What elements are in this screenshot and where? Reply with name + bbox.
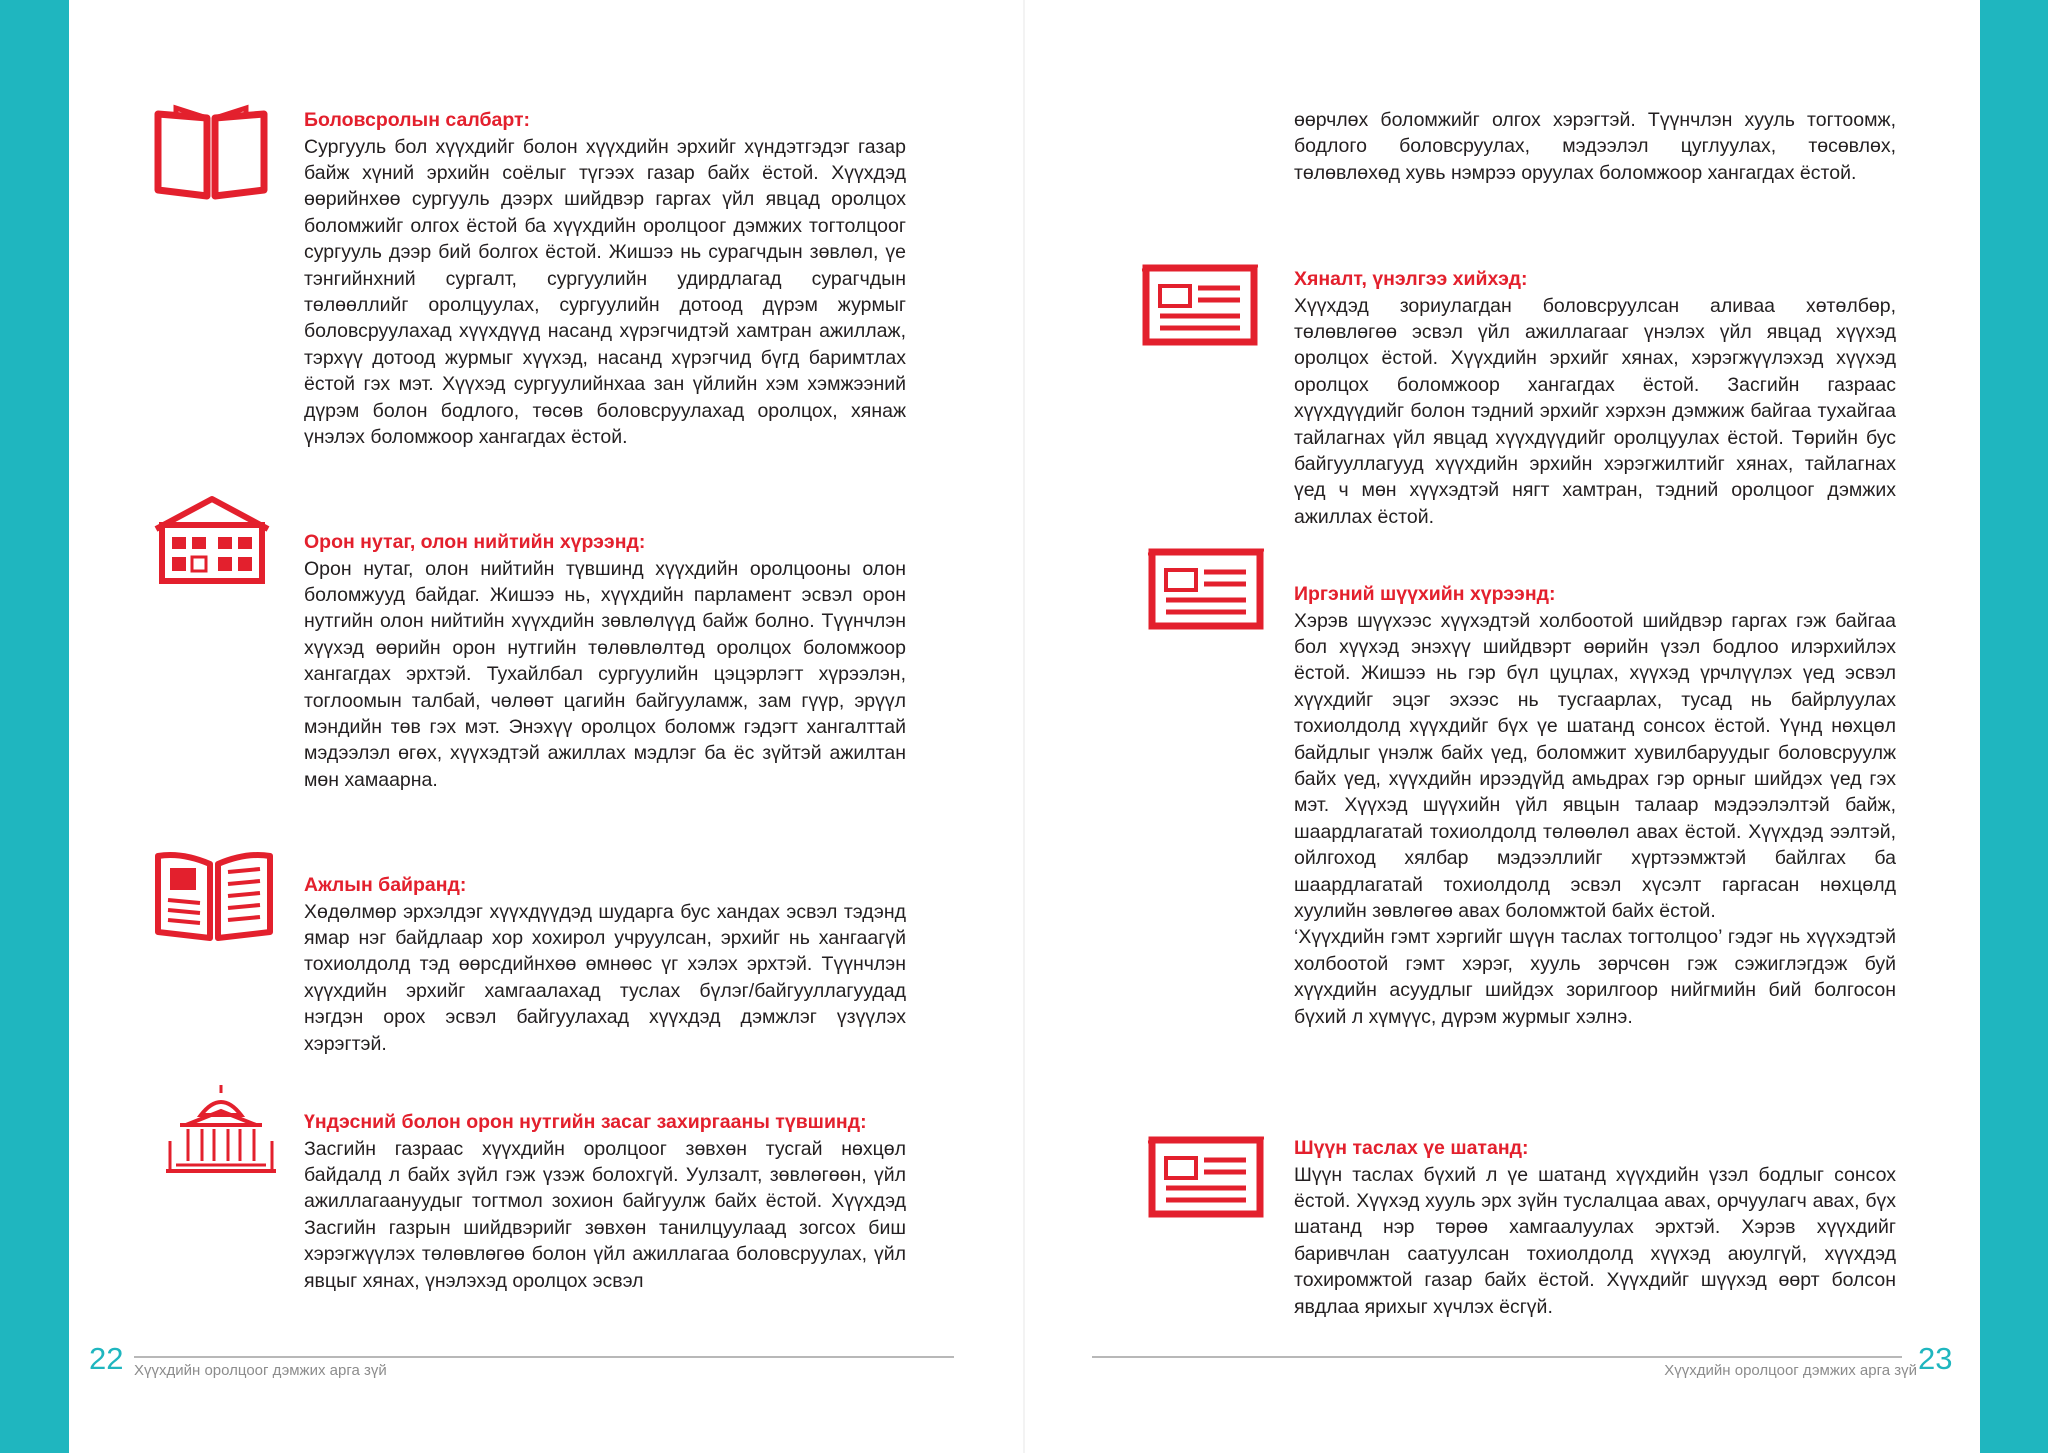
section-body: Сургууль бол хүүхдийг болон хүүхдийн эрхийг хүндэтгэдэг газар байж хүний эрхийн соёлыг түгээх газар байх ёстой. Хүүхдэд өөрийнхөө сургууль дээрх шийдвэр гаргах үйл явцад оролцох боломжийг олгох ёстой ба хүүхдийн оролцоог дэмжих тогтолцоог сургууль дээр бий болгох ёстой. Жишээ нь сурагчдын зөвлөл, үе тэнгийнхний сургалт, сургуулийн удирдлагад сурагчдын төлөөллийг оролцуулах, сургуулийн дотоод дүрэм журмыг боловсруулахад хүүхдүүд насанд хүрэгчидтэй хамтран ажиллаж, тэрхүү дотоод журмыг хүүхэд, насанд хүрэгчид бүгд баримтлах ёстой гэх мэт. Хүүхэд сургуулийнхаа зан үйлийн хэм хэмжээний дүрэм болон бодлого, төсөв боловсруулахад оролцох, хянаж үнэлэх боломжоор хангагдах ёстой. [304, 135, 906, 448]
section-community [304, 529, 906, 793]
section-education [304, 107, 906, 450]
section-body: Шүүн таслах бүхий л үе шатанд хүүхдийн үзэл бодлыг сонсох ёстой. Хүүхэд хууль эрх зүйн туслалцаа авах, орчуулагч авах, бүх шатанд нэр төрөө хамгаалуулах эрхтэй. Хэрэв хүүхдийг баривчлан саатуулсан тохиолдолд хүүхэд аюулгүй, хүүхдэд тохиромжтой газар байх ёстой. Хүүхдийг шүүхэд өөрт болсон явдлаа ярихыг хүчлэх ёсгүй. [1294, 1163, 1896, 1318]
section-juvenile-justice [1294, 1135, 1896, 1320]
newspaper-icon [1146, 546, 1266, 632]
footer-title-right: Хүүхдийн оролцоог дэмжих арга зүй [1664, 1362, 1917, 1379]
section-body: Хүүхдэд зориулагдан боловсруулсан аливаа хөтөлбөр, төлөвлөгөө эсвэл үйл ажиллагааг үнэлэх үйл явцад хүүхэд оролцох ёстой. Хүүхдийн эрхийг хянах, хэрэгжүүлэхэд хүүхэд оролцох боломжоор хангагдах ёстой. Засгийн газраас хүүхдүүдийг болон тэдний эрхийг хэрхэн дэмжиж байгаа тухайгаа тайлагнах үйл явцад хүүхдүүдийг оролцуулах ёстой. Төрийн бус байгууллагууд хүүхдийн эрхийн хэрэгжилтийг хянах, тайлагнах үед ч мөн хүүхэдтэй нягт хамтран, тэдний оролцоог дэмжих ажиллах ёстой. [1294, 294, 1896, 528]
right-teal-margin [1980, 0, 2048, 1453]
section-continuation [1294, 107, 1896, 186]
continuation-body: өөрчлөх боломжийг олгох хэрэгтэй. Түүнчлэн хууль тогтоомж, бодлого боловсруулах, мэдээлэл цуглуулах, төсөвлөх, төлөвлөхөд хувь нэмрээ оруулах боломжоор хангагдах ёстой. [1294, 109, 1896, 184]
open-magazine-icon [152, 848, 276, 940]
footer-rule-right [1092, 1356, 1902, 1358]
section-government [304, 1109, 906, 1294]
page-number-left: 22 [89, 1341, 124, 1376]
section-title: Хяналт, үнэлгээ хийхэд: [1294, 268, 1528, 290]
open-book-icon [152, 104, 270, 196]
section-workplace [304, 872, 906, 1057]
newspaper-icon [1140, 262, 1260, 348]
section-title: Шүүн таслах үе шатанд: [1294, 1137, 1529, 1159]
section-title: Орон нутаг, олон нийтийн хүрээнд: [304, 531, 646, 553]
section-body: Засгийн газраас хүүхдийн оролцоог зөвхөн тусгай нөхцөл байдалд л байх зүйл гэж үзэж болохгүй. Уулзалт, зөвлөгөөн, үйл ажиллагаануудыг тогтмол зохион байгуулж байх ёстой. Хүүхдэд Засгийн газрын шийдвэрийг зөвхөн танилцуулаад зогсох биш хэрэгжүүлэх төлөвлөгөө болон үйл ажиллагаа боловсруулах, үйл явцыг хянах, үнэлэхэд оролцох эсвэл [304, 1137, 906, 1292]
building-icon [152, 495, 272, 585]
section-body: Орон нутаг, олон нийтийн түвшинд хүүхдийн оролцооны олон боломжууд байдаг. Жишээ нь, хүүхдийн парламент эсвэл орон нутгийн олон нийтийн хүүхдийн зөвлөлүүд байж болно. Түүнчлэн хүүхэд өөрийн орон нутгийн төлөвлөлтөд оролцох боломжоор хангагдах эрхтэй. Тухайлбал сургуулийн цэцэрлэгт хүрээлэн, тоглоомын талбай, чөлөөт цагийн байгууламж, зам гүүр, эрүүл мэндийн төв гэх мэт. Энэхүү оролцох боломж гэдэгт хангалттай мэдээлэл өгөх, хүүхэдтэй ажиллах мэдлэг ба ёс зүйтэй ажилтан мөн хамаарна. [304, 557, 906, 791]
section-monitoring [1294, 266, 1896, 530]
footer-title-left: Хүүхдийн оролцоог дэмжих арга зүй [134, 1362, 387, 1379]
newspaper-icon [1146, 1134, 1266, 1220]
section-body: Хэрэв шүүхээс хүүхэдтэй холбоотой шийдвэр гаргах гэж байгаа бол хүүхэд энэхүү шийдвэрт өөрийн үзэл бодлоо илэрхийлэх ёстой. Жишээ нь гэр бүл цуцлах, хүүхэд үрчлүүлэх үед эсвэл хүүхдийг эцэг эхээс нь тусгаарлах, тусад нь байрлуулах тохиолдолд хүүхдийг бүх үе шатанд сонсох ёстой. Үүнд нөхцөл байдлыг үнэлж байх үед, боломжит хувилбаруудыг боловсруулж байх үед, хүүхдийн ирээдүйд амьдрах гэр орныг шийдэх үед гэх мэт. Хүүхэд шүүхийн үйл явцын талаар мэдээлэлтэй байж, шаардлагатай тохиолдолд төлөөлөл авах ёстой. Хүүхдэд ээлтэй, ойлгоход хялбар мэдээллийг хүртээмжтэй байлгах ба шаардлагатай тохиолдолд эсвэл хүсэлт гаргасан нөхцөлд хуулийн зөвлөгөө авах боломжтой байх ёстой. [1294, 609, 1896, 922]
page-gutter [1023, 0, 1025, 1453]
section-title: Ажлын байранд: [304, 874, 467, 896]
footer-rule-left [134, 1356, 954, 1358]
section-body: Хөдөлмөр эрхэлдэг хүүхдүүдэд шударга бус хандах эсвэл тэдэнд ямар нэг байдлаар хор хохирол учруулсан, эрхийг нь хангаагүй тохиолдолд тэд өөрсдийнхөө өмнөөс үг хэлэх эрхтэй. Түүнчлэн хүүхдийн эрхийг хамгаалахад туслах бүлэг/байгууллагуудад нэгдэн орох эсвэл байгуулахад хүүхдэд дэмжлэг үзүүлэх хэрэгтэй. [304, 900, 906, 1055]
government-building-icon [166, 1085, 276, 1175]
left-teal-margin [0, 0, 69, 1453]
section-title: Иргэний шүүхийн хүрээнд: [1294, 583, 1556, 605]
section-title: Үндэсний болон орон нутгийн засаг захиргааны түвшинд: [304, 1111, 867, 1133]
page-number-right: 23 [1918, 1341, 1953, 1376]
section-civil-court [1294, 581, 1896, 1030]
section-title: Боловсролын салбарт: [304, 109, 531, 131]
section-body-extra: ‘Хүүхдийн гэмт хэргийг шүүн таслах тогтолцоо’ гэдэг нь хүүхэдтэй холбоотой гэмт хэрэг, хууль зөрчсөн гэж сэжиглэгдэж буй хүүхдийн асуудлыг шийдэх зорилгоор нийгмийн бий болгосон бүхий л хүмүүс, дүрэм журмыг хэлнэ. [1294, 926, 1896, 1028]
